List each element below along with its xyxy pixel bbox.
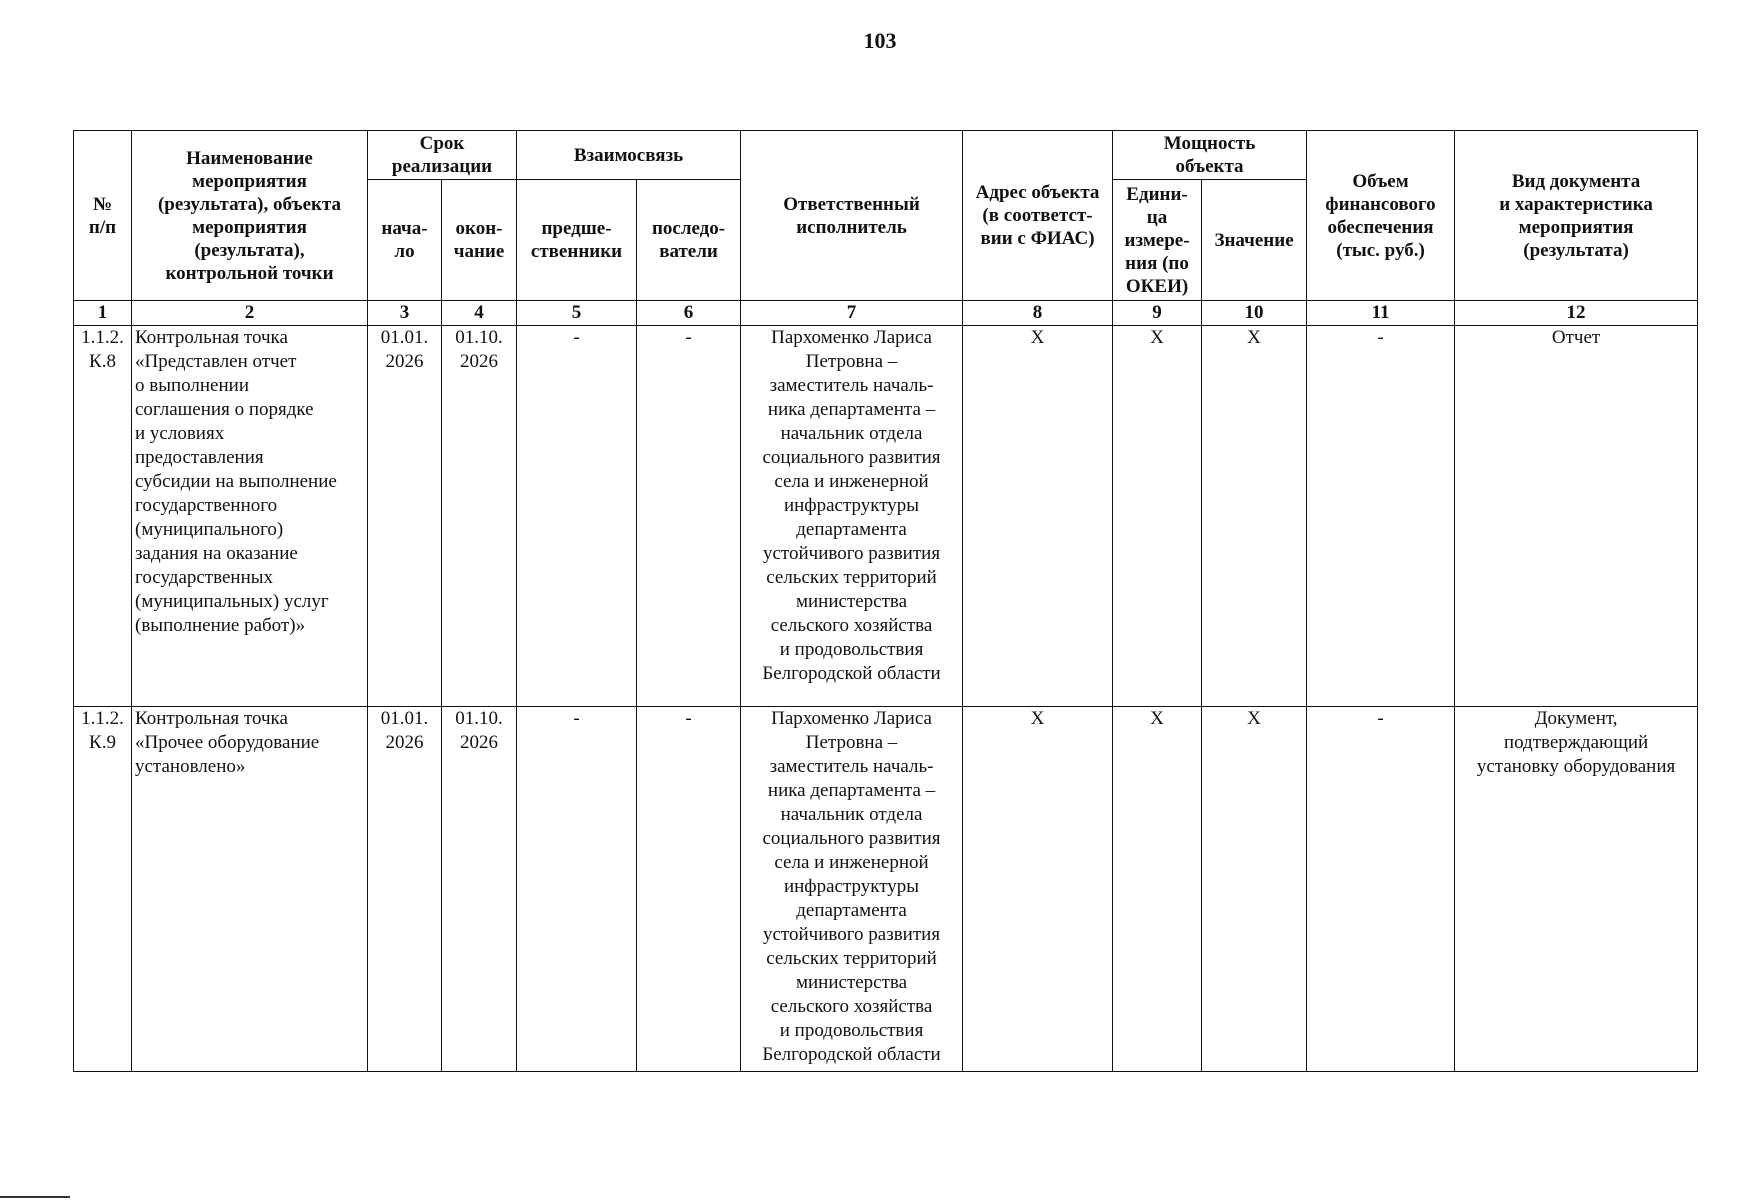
table-header-row	[74, 131, 1698, 180]
column-number: 12	[1455, 301, 1698, 326]
row-address: X	[963, 707, 1113, 1072]
header-value: Значение	[1202, 180, 1307, 301]
header-group-relation: Взаимосвязь	[517, 131, 741, 180]
column-number: 7	[741, 301, 963, 326]
row-start-date: 01.01. 2026	[368, 707, 442, 1072]
column-number: 4	[442, 301, 517, 326]
header-address: Адрес объекта (в соответст- вии с ФИАС)	[963, 131, 1113, 301]
header-group-term: Срок реализации	[368, 131, 517, 180]
row-name: Контрольная точка «Прочее оборудование установлено»	[132, 707, 368, 1072]
row-number: 1.1.2. К.8	[74, 326, 132, 707]
row-successors: -	[637, 707, 741, 1072]
row-address: X	[963, 326, 1113, 707]
control-points-table	[73, 130, 1698, 1072]
header-predecessors: предше- ственники	[517, 180, 637, 301]
column-number: 2	[132, 301, 368, 326]
row-responsible: Пархоменко Лариса Петровна – заместитель началь- ника департамента – начальник отдела социального развития села и инженерной инфраструктуры департамента устойчивого развития сельских территорий министерства сельского хозяйства и продовольствия Белгородской области	[741, 326, 963, 707]
row-end-date: 01.10. 2026	[442, 326, 517, 707]
row-responsible: Пархоменко Лариса Петровна – заместитель началь- ника департамента – начальник отдела социального развития села и инженерной инфраструктуры департамента устойчивого развития сельских территорий министерства сельского хозяйства и продовольствия Белгородской области	[741, 707, 963, 1072]
header-number: № п/п	[74, 131, 132, 301]
row-finance: -	[1307, 707, 1455, 1072]
column-number: 8	[963, 301, 1113, 326]
header-start: нача- ло	[368, 180, 442, 301]
row-end-date: 01.10. 2026	[442, 707, 517, 1072]
column-number: 1	[74, 301, 132, 326]
row-successors: -	[637, 326, 741, 707]
row-number: 1.1.2. К.9	[74, 707, 132, 1072]
header-group-capacity: Мощность объекта	[1113, 131, 1307, 180]
header-document-type: Вид документа и характеристика мероприятия (результата)	[1455, 131, 1698, 301]
row-value: X	[1202, 707, 1307, 1072]
row-document-type: Документ, подтверждающий установку оборудования	[1455, 707, 1698, 1072]
header-unit: Едини- ца измере- ния (по ОКЕИ)	[1113, 180, 1202, 301]
column-number: 9	[1113, 301, 1202, 326]
column-number: 11	[1307, 301, 1455, 326]
row-finance: -	[1307, 326, 1455, 707]
row-predecessors: -	[517, 326, 637, 707]
header-successors: последо- ватели	[637, 180, 741, 301]
row-document-type: Отчет	[1455, 326, 1698, 707]
row-start-date: 01.01. 2026	[368, 326, 442, 707]
header-end: окон- чание	[442, 180, 517, 301]
scan-edge-mark	[0, 1196, 70, 1198]
row-unit: X	[1113, 326, 1202, 707]
row-predecessors: -	[517, 707, 637, 1072]
row-name: Контрольная точка «Представлен отчет о выполнении соглашения о порядке и условиях предоставления субсидии на выполнение государственного (муниципального) задания на оказание государственных (муниципальных) услуг (выполнение работ)»	[132, 326, 368, 707]
table-row	[74, 707, 1698, 1072]
column-numbers-row	[74, 301, 1698, 326]
table-row	[74, 326, 1698, 707]
header-responsible: Ответственный исполнитель	[741, 131, 963, 301]
row-value: X	[1202, 326, 1307, 707]
column-number: 5	[517, 301, 637, 326]
header-name: Наименование мероприятия (результата), объекта мероприятия (результата), контрольной точки	[132, 131, 368, 301]
column-number: 10	[1202, 301, 1307, 326]
column-number: 6	[637, 301, 741, 326]
row-unit: X	[1113, 707, 1202, 1072]
header-finance: Объем финансового обеспечения (тыс. руб.)	[1307, 131, 1455, 301]
page-number: 103	[863, 28, 897, 53]
column-number: 3	[368, 301, 442, 326]
